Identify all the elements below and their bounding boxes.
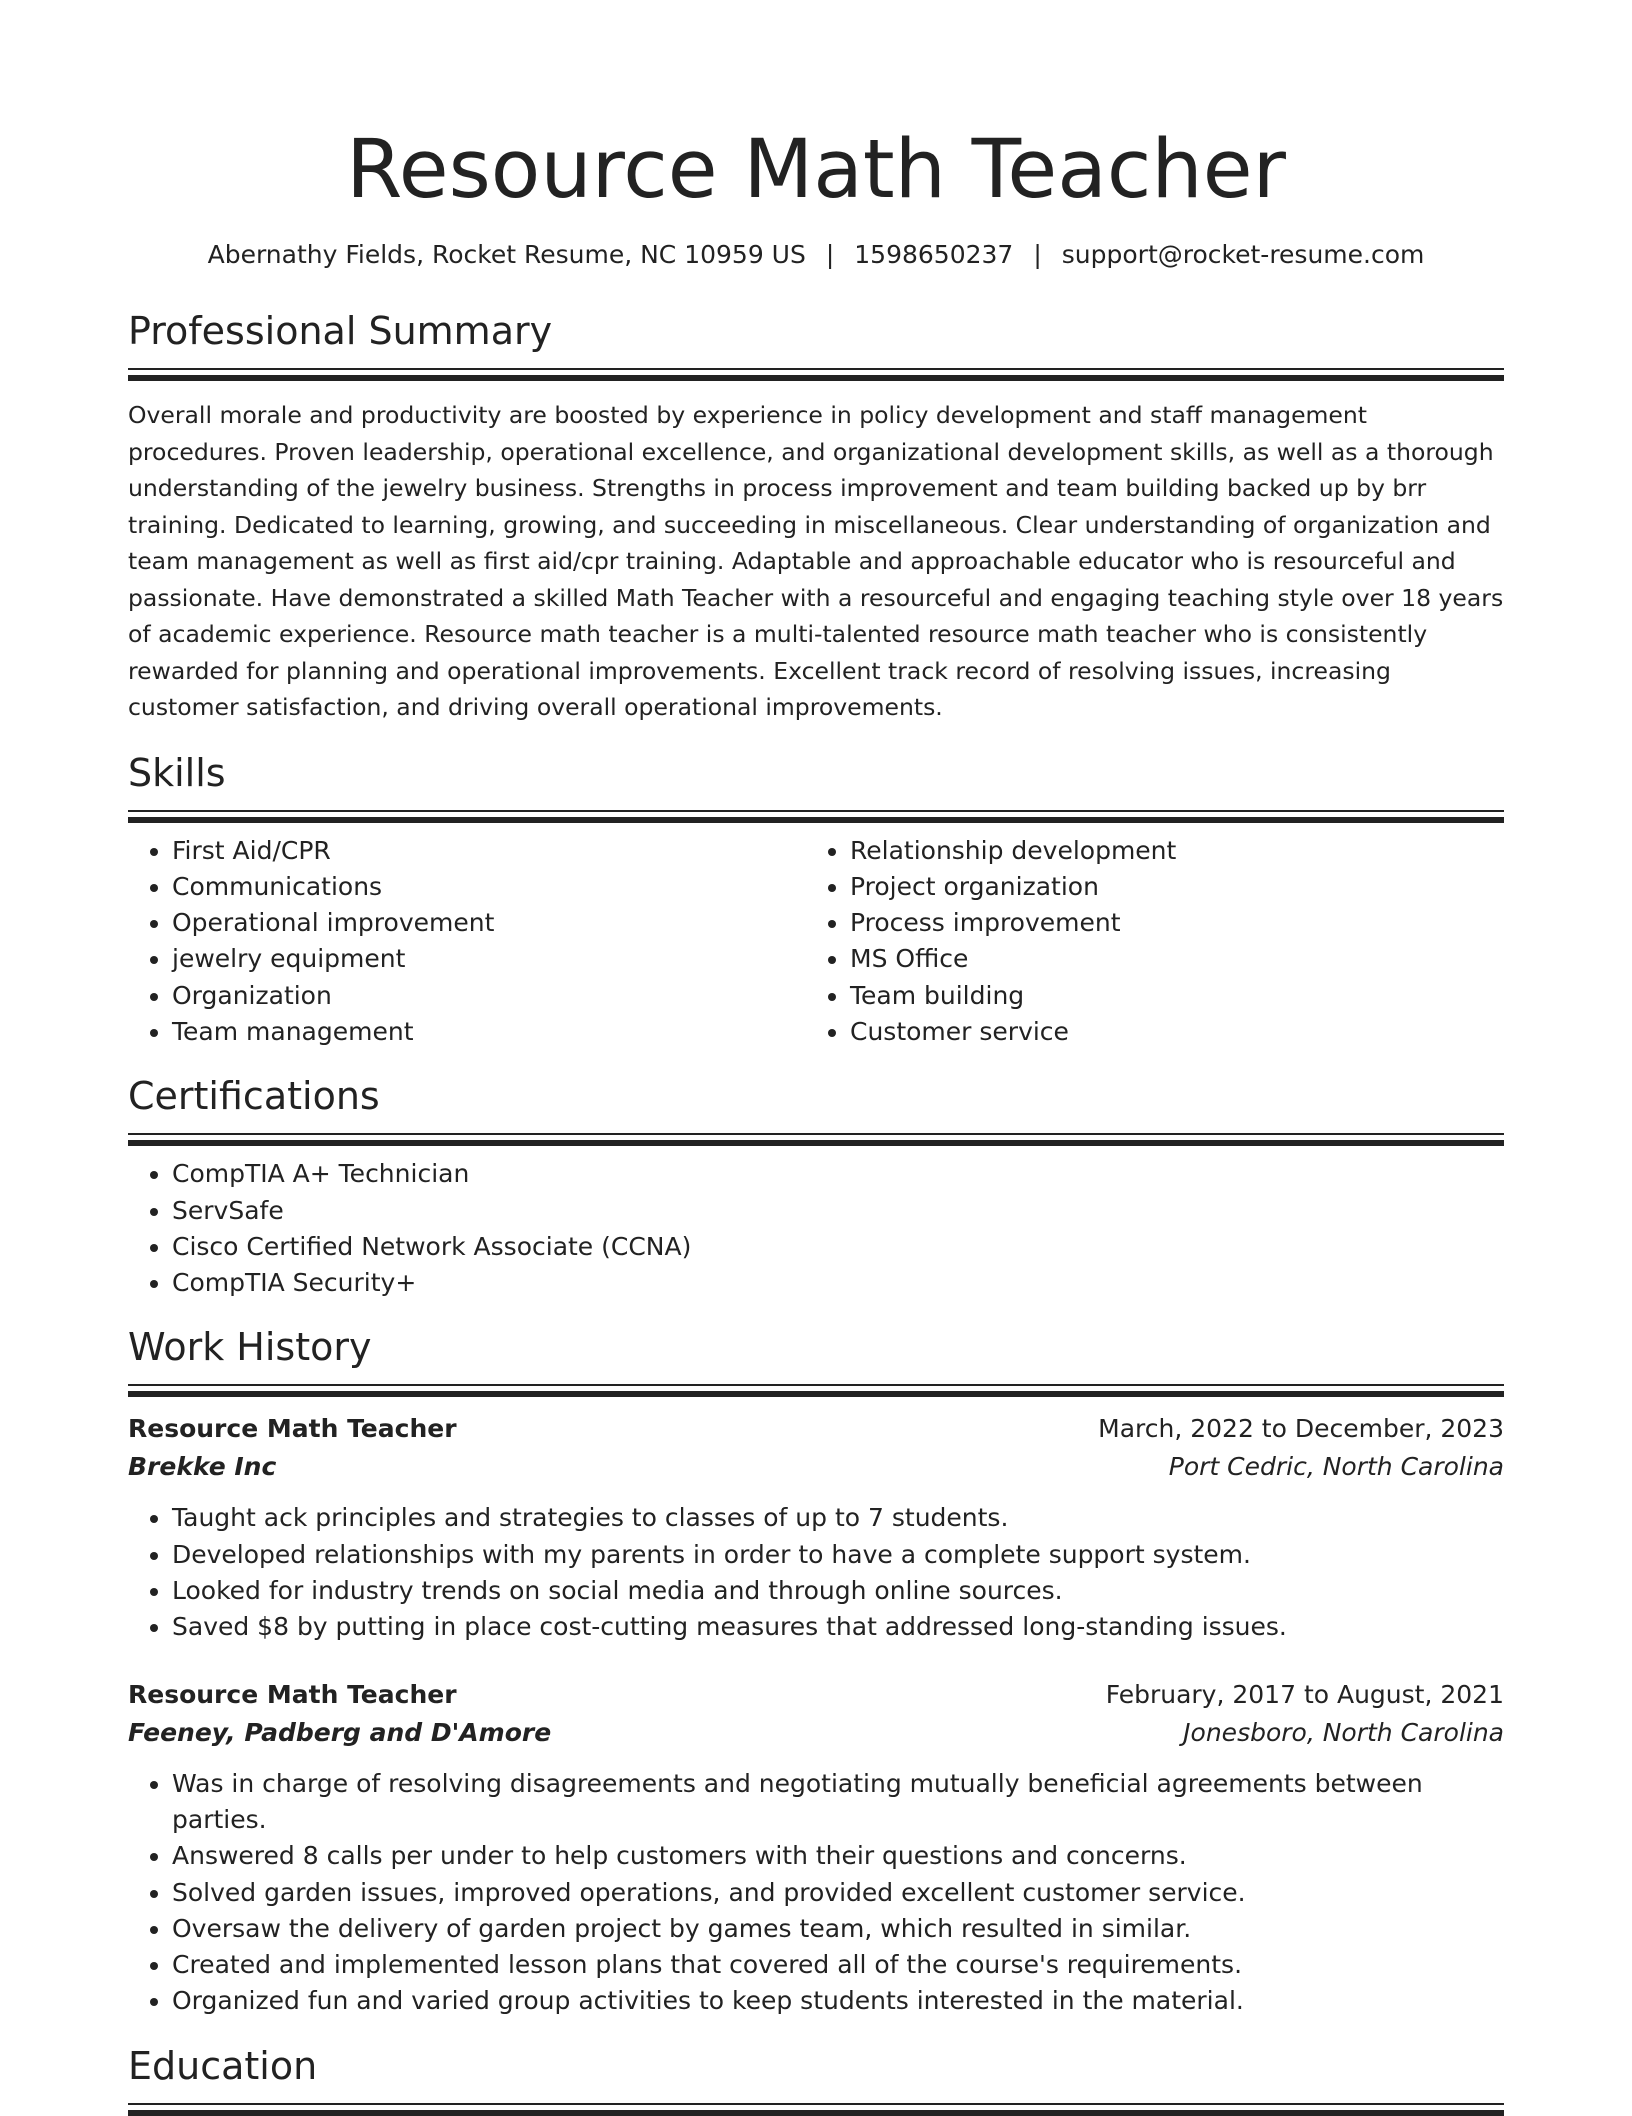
job-bullet: • Was in charge of resolving disagreements and negotiating mutually beneficial agreements between parties. [172, 1766, 1504, 1839]
job-header [128, 1410, 1504, 1448]
section-divider [128, 1133, 1504, 1146]
job-header [128, 1676, 1504, 1714]
skills-grid [128, 833, 1504, 1051]
section-title-work-history: Work History [128, 1325, 372, 1370]
contact-email[interactable]: support@rocket-resume.com [1061, 240, 1425, 269]
job-location: Port Cedric, North Carolina [1168, 1452, 1504, 1482]
job-subheader [128, 1714, 1504, 1752]
job-bullet: • Looked for industry trends on social media and through online sources. [172, 1573, 1504, 1609]
job-bullet: • Saved $8 by putting in place cost-cutting measures that addressed long-standing issues. [172, 1609, 1504, 1645]
skill-item: • Organization [172, 978, 806, 1014]
job-bullet: • Developed relationships with my parents in order to have a complete support system. [172, 1537, 1504, 1573]
section-divider [128, 368, 1504, 381]
job-entry [128, 1410, 1504, 1645]
skill-item: • jewelry equipment [172, 941, 806, 977]
skill-item: • Team building [850, 978, 1484, 1014]
contact-separator: | [1033, 240, 1042, 269]
education-section [128, 2042, 1504, 2116]
contact-separator: | [825, 240, 835, 269]
job-bullet: • Oversaw the delivery of garden project by games team, which resulted in similar. [172, 1911, 1504, 1947]
resume-page [128, 0, 1504, 2116]
resume-name: Resource Math Teacher [346, 123, 1286, 217]
skills-section [128, 749, 1504, 1051]
job-bullet: • Created and implemented lesson plans that covered all of the course's requirements. [172, 1947, 1504, 1983]
certifications-list [128, 1156, 1504, 1301]
job-title: Resource Math Teacher [128, 1679, 457, 1709]
job-dates: March, 2022 to December, 2023 [1098, 1414, 1504, 1444]
section-title-education: Education [128, 2043, 318, 2088]
certification-item: • CompTIA Security+ [172, 1265, 1504, 1301]
job-bullet: • Answered 8 calls per under to help customers with their questions and concerns. [172, 1838, 1504, 1874]
skill-item: • Customer service [850, 1014, 1484, 1050]
summary-section [128, 307, 1504, 726]
job-company: Brekke Inc [128, 1452, 277, 1482]
contact-line [128, 238, 1504, 272]
skill-item: • Team management [172, 1014, 806, 1050]
certification-item: • Cisco Certified Network Associate (CCNA) [172, 1229, 1504, 1265]
contact-phone: 1598650237 [854, 240, 1014, 269]
job-bullets [128, 1766, 1504, 2020]
job-bullet: • Solved garden issues, improved operations, and provided excellent customer service. [172, 1875, 1504, 1911]
job-subheader [128, 1448, 1504, 1486]
job-title: Resource Math Teacher [128, 1414, 457, 1444]
job-entry [128, 1676, 1504, 2020]
summary-text: Overall morale and productivity are boosted by experience in policy development and staff management procedures. Proven leadership, operational excellence, and organizational development skills, as well as a thorough understanding of the jewelry business. Strengths in process improvement and team building backed up by brr training. Dedicated to learning, growing, and succeeding in miscellaneous. Clear understanding of organization and team management as well as first aid/cpr training. Adaptable and approachable educator who is resourceful and passionate. Have demonstrated a skilled Math Teacher with a resourceful and engaging teaching style over 18 years of academic experience. Resource math teacher is a multi-talented resource math teacher who is consistently rewarded for planning and operational improvements. Excellent track record of resolving issues, increasing customer satisfaction, and driving overall operational improvements. [128, 401, 1504, 721]
job-bullets [128, 1500, 1504, 1645]
job-location: Jonesboro, North Carolina [1183, 1717, 1504, 1747]
section-title-certifications: Certifications [128, 1074, 380, 1119]
skill-item: • First Aid/CPR [172, 833, 806, 869]
job-bullet: • Taught ack principles and strategies to classes of up to 7 students. [172, 1500, 1504, 1536]
work-history-section [128, 1323, 1504, 2019]
skill-item: • Process improvement [850, 905, 1484, 941]
section-divider [128, 2103, 1504, 2116]
section-title-skills: Skills [128, 750, 226, 795]
job-bullet: • Organized fun and varied group activities to keep students interested in the material. [172, 1983, 1504, 2019]
skills-column-right [806, 833, 1484, 1051]
job-dates: February, 2017 to August, 2021 [1105, 1679, 1504, 1709]
certifications-section [128, 1072, 1504, 1301]
skill-item: • MS Office [850, 941, 1484, 977]
section-title-summary: Professional Summary [128, 309, 553, 353]
section-divider [128, 1384, 1504, 1397]
skill-item: • Communications [172, 869, 806, 905]
section-divider [128, 810, 1504, 823]
skill-item: • Relationship development [850, 833, 1484, 869]
contact-address: Abernathy Fields, Rocket Resume, NC 10959 US [207, 240, 806, 269]
skills-column-left [128, 833, 806, 1051]
certification-item: • CompTIA A+ Technician [172, 1156, 1504, 1192]
certification-item: • ServSafe [172, 1193, 1504, 1229]
skill-item: • Operational improvement [172, 905, 806, 941]
skill-item: • Project organization [850, 869, 1484, 905]
job-company: Feeney, Padberg and D'Amore [128, 1717, 552, 1747]
